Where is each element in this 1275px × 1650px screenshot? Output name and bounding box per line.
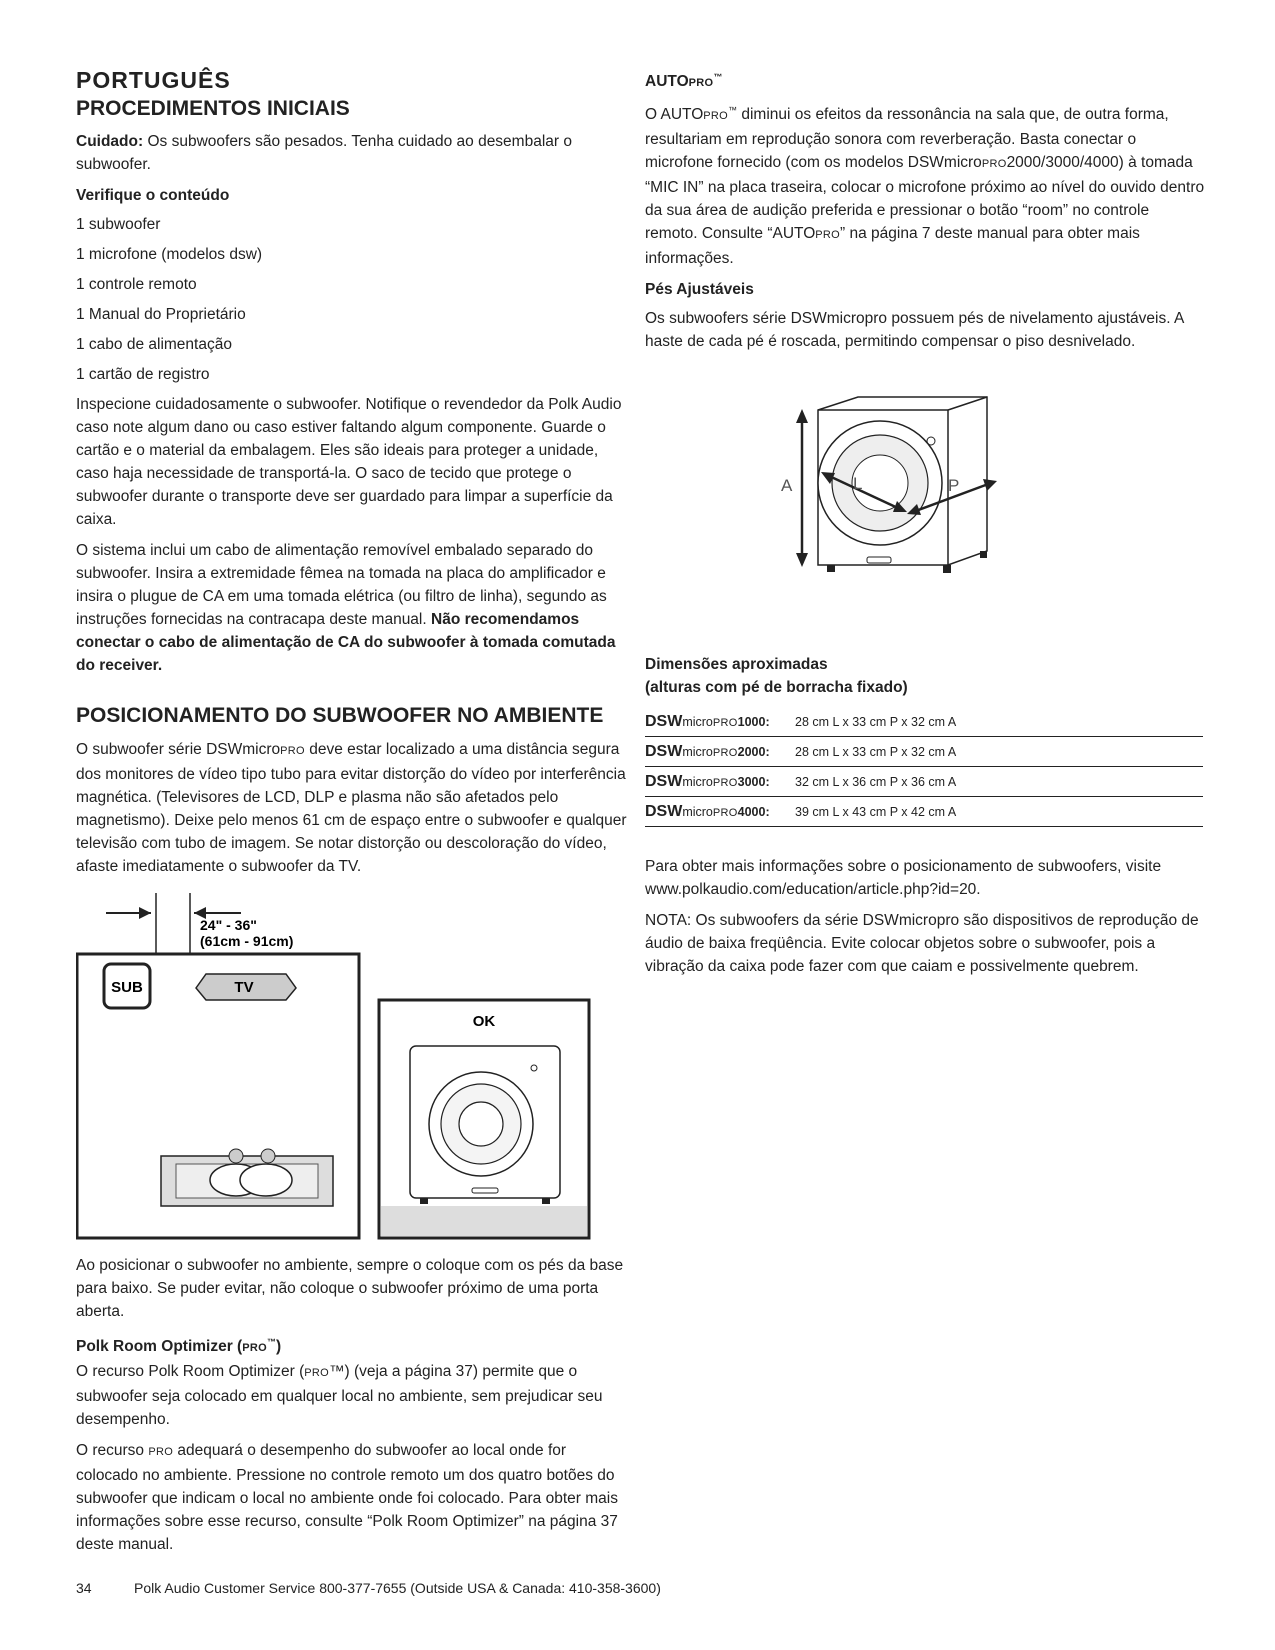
pro-feature-text-a: O recurso bbox=[76, 1442, 149, 1460]
model-dsw: DSW bbox=[645, 712, 683, 730]
woofer-cap bbox=[459, 1102, 503, 1146]
foot bbox=[980, 551, 987, 558]
caution-label: Cuidado: bbox=[76, 133, 144, 150]
dimensions-heading: Dimensões aproximadas bbox=[645, 656, 828, 674]
language-heading: PORTUGUÊS bbox=[76, 67, 231, 93]
logo-badge bbox=[867, 557, 891, 563]
pro-smallcaps: PRO bbox=[304, 1367, 329, 1380]
list-item: 1 controle remoto bbox=[76, 276, 197, 293]
trademark: ™ bbox=[713, 72, 723, 82]
foot bbox=[542, 1198, 550, 1204]
pro-smallcaps: PRO bbox=[148, 1446, 174, 1459]
distance-metric-label: (61cm - 91cm) bbox=[200, 933, 294, 949]
autopro-text-a: O AUTO bbox=[645, 106, 704, 124]
optimizer-text-b: ™) (veja a página 37) permite que o subwoofer seja colocado em qualquer local no ambiente, sem prejudicar seu desempenho. bbox=[76, 1363, 603, 1429]
note-paragraph: NOTA: Os subwoofers da série DSWmicropro são dispositivos de reprodução de áudio de baixa freqüência. Evite colocar objetos sobre o subwoofer, pois a vibração da caixa pode fazer com que caiam e possivelmente quebrem. bbox=[645, 912, 1199, 976]
model-micro: micro bbox=[682, 804, 713, 819]
dimensions-table bbox=[645, 707, 1203, 827]
contents-heading: Verifique o conteúdo bbox=[76, 187, 230, 204]
distance-label: 24" - 36" bbox=[200, 917, 257, 933]
model-dsw: DSW bbox=[645, 772, 683, 790]
power-cable-warning: Não recomendamos conectar o cabo de alimentação de CA do subwoofer à tomada comutada do receiver. bbox=[76, 611, 616, 674]
height-arrow-bottom bbox=[796, 553, 808, 567]
feet-heading: Pés Ajustáveis bbox=[645, 281, 754, 299]
pro-smallcaps: PRO bbox=[712, 716, 738, 729]
person-right bbox=[240, 1164, 292, 1196]
dimension-value: 28 cm L x 33 cm P x 32 cm A bbox=[795, 707, 1203, 737]
inspect-paragraph: Inspecione cuidadosamente o subwoofer. Notifique o revendedor da Polk Audio caso note algum dano ou caso estiver faltando algum componente. Guarde o cartão e o material da embalagem. Eles são ideais para proteger a unidade, caso haja necessidade de transportá-la. O saco de tecido que protege o subwoofer durante o transporte deve ser guardado para limpar a superfície da caixa. bbox=[76, 396, 622, 528]
optimizer-heading-close: ) bbox=[275, 1338, 282, 1356]
left-column bbox=[76, 66, 632, 1564]
model-number: 2000: bbox=[737, 744, 770, 759]
list-item: 1 subwoofer bbox=[76, 216, 161, 233]
power-cable-paragraph bbox=[76, 539, 632, 677]
pro-feature-paragraph bbox=[76, 1439, 632, 1556]
person-right-head bbox=[261, 1149, 275, 1163]
model-micro: micro bbox=[682, 774, 713, 789]
model-cell bbox=[645, 737, 795, 767]
caution-paragraph bbox=[76, 130, 632, 176]
page-footer bbox=[76, 1580, 661, 1596]
more-info-paragraph: Para obter mais informações sobre o posicionamento de subwoofers, visite www.polkaudio.com/education/article.php?id=20. bbox=[645, 858, 1162, 899]
sub-label: SUB bbox=[111, 979, 143, 996]
pro-smallcaps: PRO bbox=[688, 77, 714, 90]
autopro-text-c: 2000/3000/4000) à tomada “MIC IN” na placa traseira, colocar o microfone próximo ao nível do ouvido dentro da sua área de audição preferida e pressionar o botão “room” no controle remoto. Consulte “AUTO bbox=[645, 154, 1205, 243]
placement-heading: POSICIONAMENTO DO SUBWOOFER NO AMBIENTE bbox=[76, 704, 604, 727]
feet-paragraph: Os subwoofers série DSWmicropro possuem pés de nivelamento ajustáveis. A haste de cada pé é roscada, permitindo compensar o piso desnivelado. bbox=[645, 310, 1184, 351]
table-row bbox=[645, 737, 1203, 767]
dimensions-diagram bbox=[645, 395, 1205, 625]
width-label: L bbox=[853, 474, 863, 494]
ok-label: OK bbox=[472, 1013, 496, 1030]
autopro-auto: AUTO bbox=[645, 73, 689, 91]
pro-smallcaps: PRO bbox=[981, 158, 1007, 171]
model-cell bbox=[645, 767, 795, 797]
model-dsw: DSW bbox=[645, 802, 683, 820]
tv-label: TV bbox=[234, 979, 254, 996]
pro-smallcaps: PRO bbox=[703, 110, 729, 123]
pro-smallcaps: PRO bbox=[815, 229, 841, 242]
placement-text-b: deve estar localizado a uma distância segura dos monitores de vídeo tipo tubo para evitar distorção do vídeo por interferência magnética. (Televisores de LCD, DLP e plasma não são afetados pelo magnetismo). Deixe pelo menos 61 cm de espaço entre o subwoofer e qualquer televisão com tubo de imagem. Se notar distorção ou descoloração do vídeo, afaste imediatamente o subwoofer da TV. bbox=[76, 741, 627, 875]
dimension-value: 32 cm L x 36 cm P x 36 cm A bbox=[795, 767, 1203, 797]
arrow-left-head bbox=[139, 907, 151, 919]
placement-text-a: O subwoofer série DSWmicro bbox=[76, 741, 281, 758]
height-arrow-top bbox=[796, 409, 808, 423]
table-row bbox=[645, 707, 1203, 737]
model-micro: micro bbox=[682, 714, 713, 729]
trademark: ™ bbox=[266, 1337, 276, 1347]
autopro-paragraph bbox=[645, 99, 1205, 270]
trademark: ™ bbox=[728, 105, 738, 116]
page-number: 34 bbox=[76, 1580, 92, 1596]
height-label: A bbox=[781, 476, 793, 496]
pro-feature-text-b: adequará o desempenho do subwoofer ao local onde for colocado no ambiente. Pressione no controle remoto um dos quatro botões do subwoofer que indicam o local no ambiente onde foi colocado. Para obter mais informações sobre esse recurso, consulte “Polk Room Optimizer” na página 37 deste manual. bbox=[76, 1442, 618, 1554]
getting-started-heading: PROCEDIMENTOS INICIAIS bbox=[76, 97, 350, 120]
pro-smallcaps: PRO bbox=[712, 806, 738, 819]
pro-smallcaps: PRO bbox=[712, 776, 738, 789]
optimizer-text-a: O recurso Polk Room Optimizer ( bbox=[76, 1363, 305, 1381]
model-number: 4000: bbox=[737, 804, 770, 819]
placement-paragraph bbox=[76, 738, 632, 878]
dimension-value: 39 cm L x 43 cm P x 42 cm A bbox=[795, 797, 1203, 827]
model-dsw: DSW bbox=[645, 742, 683, 760]
logo-badge bbox=[472, 1188, 498, 1193]
table-row bbox=[645, 767, 1203, 797]
dimension-value: 28 cm L x 33 cm P x 32 cm A bbox=[795, 737, 1203, 767]
pro-smallcaps: PRO bbox=[242, 1342, 267, 1355]
model-cell bbox=[645, 707, 795, 737]
footer-text: Polk Audio Customer Service 800-377-7655 (Outside USA & Canada: 410-358-3600) bbox=[134, 1580, 661, 1596]
foot bbox=[420, 1198, 428, 1204]
person-left-head bbox=[229, 1149, 243, 1163]
autopro-text-b: diminui os efeitos da ressonância na sala que, de outra forma, resultariam em reprodução sonora com reverberação. Basta conectar o microfone fornecido (com os modelos DSWmicro bbox=[645, 106, 1169, 172]
foot bbox=[943, 565, 951, 573]
list-item: 1 cabo de alimentação bbox=[76, 336, 232, 353]
floor bbox=[381, 1206, 587, 1236]
model-micro: micro bbox=[682, 744, 713, 759]
model-number: 1000: bbox=[737, 714, 770, 729]
optimizer-paragraph bbox=[76, 1360, 632, 1431]
pro-smallcaps: PRO bbox=[280, 745, 305, 757]
table-row bbox=[645, 797, 1203, 827]
optimizer-heading bbox=[76, 1331, 632, 1360]
autopro-heading bbox=[645, 66, 1205, 95]
list-item: 1 Manual do Proprietário bbox=[76, 306, 246, 323]
depth-label: P bbox=[948, 476, 960, 496]
model-cell bbox=[645, 797, 795, 827]
optimizer-heading-text: Polk Room Optimizer ( bbox=[76, 1338, 243, 1356]
list-item: 1 microfone (modelos dsw) bbox=[76, 246, 263, 263]
power-cable-text: O sistema inclui um cabo de alimentação removível embalado separado do subwoofer. Insira a extremidade fêmea na tomada na placa do amplificador e insira o plugue de CA em uma tomada elétrica (ou filtro de linha), segundo as instruções fornecidas na contracapa deste manual. bbox=[76, 542, 607, 628]
contents-list bbox=[76, 213, 632, 386]
caution-text: Os subwoofers são pesados. Tenha cuidado ao desembalar o subwoofer. bbox=[76, 133, 572, 173]
orientation-paragraph: Ao posicionar o subwoofer no ambiente, sempre o coloque com os pés da base para baixo. Se puder evitar, não coloque o subwoofer próximo de uma porta aberta. bbox=[76, 1257, 624, 1320]
placement-diagram bbox=[76, 888, 606, 1248]
pro-smallcaps: PRO bbox=[712, 746, 738, 759]
model-number: 3000: bbox=[737, 774, 770, 789]
foot bbox=[827, 565, 835, 572]
right-column bbox=[645, 66, 1205, 986]
dimensions-subheading: (alturas com pé de borracha fixado) bbox=[645, 679, 908, 697]
autopro-text-d: ” na página 7 deste manual para obter mais informações. bbox=[645, 225, 1140, 268]
list-item: 1 cartão de registro bbox=[76, 366, 210, 383]
